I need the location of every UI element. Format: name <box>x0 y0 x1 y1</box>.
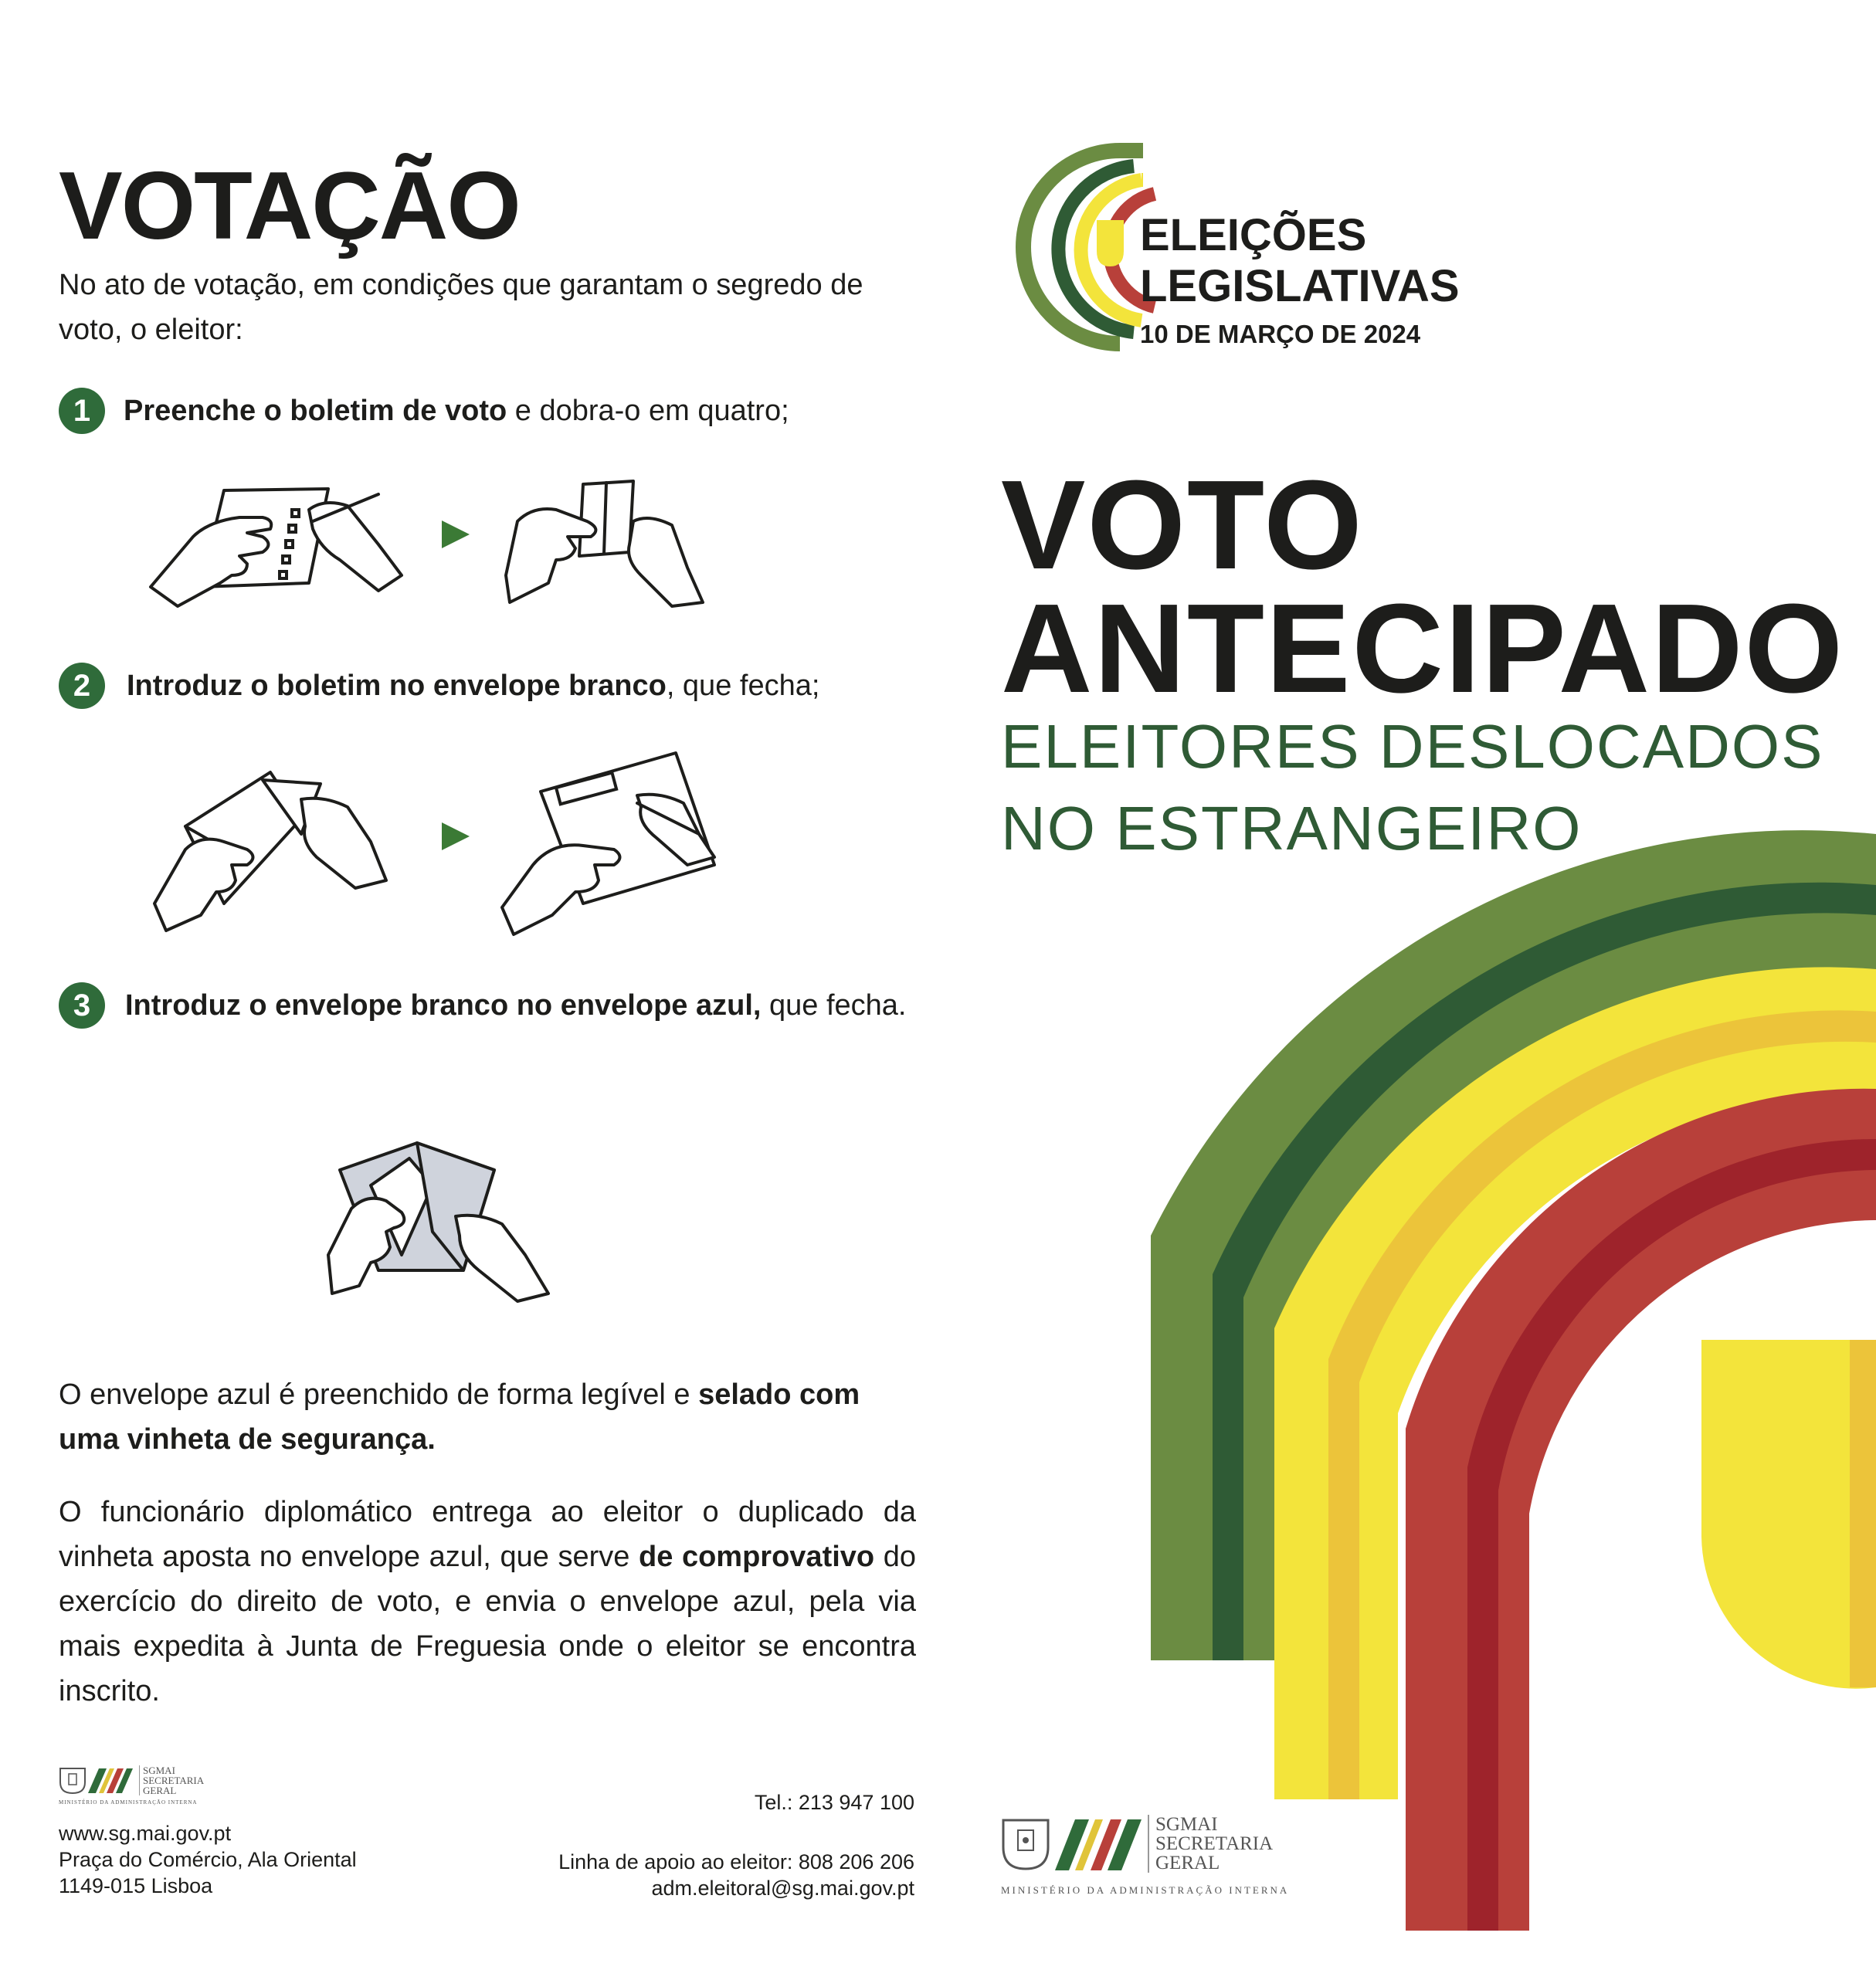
main-title: VOTO ANTECIPADO <box>1001 454 1845 719</box>
helpline-number: Linha de apoio ao eleitor: 808 206 206 <box>558 1850 914 1873</box>
step-number-badge: 1 <box>59 388 105 434</box>
step-text: Introduz o boletim no envelope branco, que fecha; <box>127 670 820 702</box>
intro-text: No ato de votação, em condições que garantam o segredo de voto, o eleitor: <box>59 269 863 346</box>
paragraph-diplomatic: O funcionário diplomático entrega ao eleitor o duplicado da vinheta aposta no envelope azul, que serve de comprovativo do exercício do direito de voto, e envia o envelope azul, pela via mais expedita à Junta de Freguesia onde o eleitor se encontra inscrito. <box>59 1496 917 1707</box>
step-text: Preenche o boletim de voto e dobra-o em quatro; <box>124 395 789 427</box>
logo-line: SGMAI <box>1155 1814 1218 1835</box>
election-date: 10 DE MARÇO DE 2024 <box>1140 320 1421 348</box>
portugal-shield-icon <box>1001 1818 1050 1872</box>
step-number-badge: 2 <box>59 663 105 709</box>
step-number-badge: 3 <box>59 982 105 1029</box>
logo-line: SECRETARIA <box>1155 1833 1274 1854</box>
address-line: Praça do Comércio, Ala Oriental <box>59 1848 357 1871</box>
ministry-label: MINISTÉRIO DA ADMINISTRAÇÃO INTERNA <box>1001 1884 1290 1896</box>
logo-line: GERAL <box>1155 1853 1220 1873</box>
step-text: Introduz o envelope branco no envelope azul, que fecha. <box>125 989 907 1022</box>
logo-line: SECRETARIA <box>143 1775 205 1786</box>
website-link[interactable]: www.sg.mai.gov.pt <box>59 1822 232 1845</box>
ministry-label: MINISTÉRIO DA ADMINISTRAÇÃO INTERNA <box>59 1799 198 1806</box>
logo-line: GERAL <box>143 1785 177 1796</box>
email-link[interactable]: adm.eleitoral@sg.mai.gov.pt <box>651 1877 914 1900</box>
sgmai-mark-icon <box>1055 1818 1144 1872</box>
phone-number: Tel.: 213 947 100 <box>754 1791 914 1814</box>
election-logo-title: ELEIÇÕES LEGISLATIVAS <box>1140 210 1460 311</box>
logo-line: SGMAI <box>143 1765 175 1776</box>
address-line: 1149-015 Lisboa <box>59 1874 213 1897</box>
paragraph-sealed: O envelope azul é preenchido de forma legível e selado com uma vinheta de segurança. <box>59 1378 860 1456</box>
section-title: VOTAÇÃO <box>59 153 520 259</box>
subtitle: ELEITORES DESLOCADOS NO ESTRANGEIRO <box>1001 712 1824 863</box>
sgmai-logo <box>1001 1815 1310 1900</box>
